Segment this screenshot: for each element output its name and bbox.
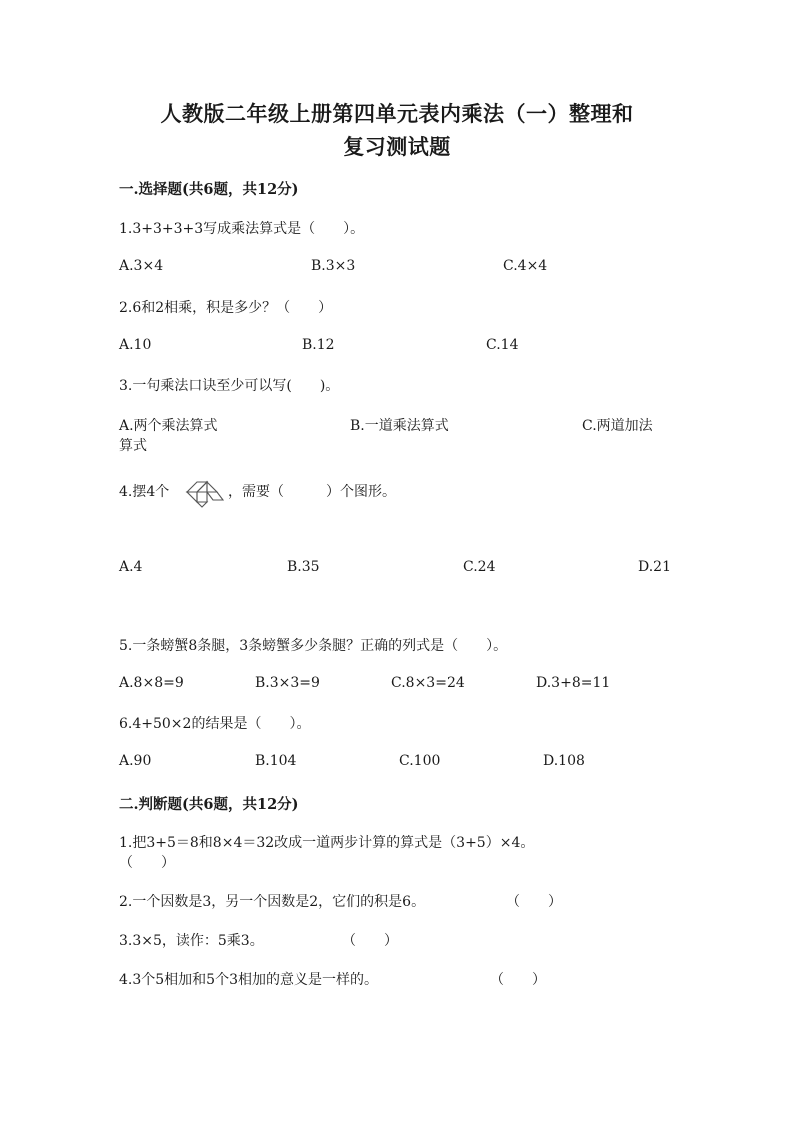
- q5-option-a: A.8×8=9: [119, 675, 184, 691]
- page-title-line-1: 人教版二年级上册第四单元表内乘法（一）整理和: [160, 101, 634, 126]
- section-heading-true-false: 二.判断题(共6题，共12分): [119, 796, 299, 813]
- question-6-stem: 6.4+50×2的结果是（ ）。: [119, 716, 311, 732]
- tf-question-4-stem: 4.3个5相加和5个3相加的意义是一样的。: [119, 972, 378, 988]
- q4-option-a: A.4: [119, 559, 143, 575]
- question-1-stem: 1.3+3+3+3写成乘法算式是（ ）。: [119, 221, 365, 237]
- section-heading-choice: 一.选择题(共6题，共12分): [119, 181, 299, 198]
- q3-option-b: B.一道乘法算式: [350, 418, 449, 434]
- question-4-stem-post: ，需要（ ）个图形。: [228, 484, 396, 500]
- tf-question-4-paren: （ ）: [490, 972, 546, 988]
- tangram-figure-icon: [185, 476, 225, 508]
- q2-option-a: A.10: [119, 337, 152, 353]
- q4-option-d: D.21: [638, 559, 671, 575]
- page-title-line-2: 复习测试题: [343, 134, 451, 159]
- tf-question-1-stem: 1.把3+5＝8和8×4＝32改成一道两步计算的算式是（3+5）×4。: [119, 835, 535, 851]
- q6-option-b: B.104: [255, 753, 297, 769]
- tf-question-2-stem: 2.一个因数是3，另一个因数是2，它们的积是6。: [119, 894, 426, 910]
- tf-question-3-paren: （ ）: [342, 933, 398, 949]
- q1-option-c: C.4×4: [503, 258, 548, 274]
- q6-option-c: C.100: [399, 753, 441, 769]
- q5-option-b: B.3×3=9: [255, 675, 320, 691]
- q3-option-c: C.两道加法: [582, 418, 653, 434]
- q1-option-b: B.3×3: [311, 258, 356, 274]
- q4-option-b: B.35: [287, 559, 320, 575]
- q2-option-b: B.12: [302, 337, 335, 353]
- q5-option-d: D.3+8=11: [536, 675, 611, 691]
- q5-option-c: C.8×3=24: [391, 675, 465, 691]
- question-5-stem: 5.一条螃蟹8条腿，3条螃蟹多少条腿？正确的列式是（ ）。: [119, 638, 508, 654]
- q6-option-d: D.108: [543, 753, 585, 769]
- tf-question-1-paren: （ ）: [119, 855, 175, 871]
- q3-option-a: A.两个乘法算式: [119, 418, 218, 434]
- q4-option-c: C.24: [463, 559, 496, 575]
- q2-option-c: C.14: [486, 337, 519, 353]
- q3-option-c-continued: 算式: [119, 438, 147, 454]
- question-2-stem: 2.6和2相乘，积是多少？（ ）: [119, 300, 333, 316]
- question-4-stem-pre: 4.摆4个: [119, 484, 170, 500]
- tf-question-3-stem: 3.3×5，读作：5乘3。: [119, 933, 264, 949]
- q6-option-a: A.90: [119, 753, 152, 769]
- q1-option-a: A.3×4: [119, 258, 164, 274]
- tf-question-2-paren: （ ）: [506, 894, 562, 910]
- question-3-stem: 3.一句乘法口诀至少可以写( )。: [119, 378, 340, 394]
